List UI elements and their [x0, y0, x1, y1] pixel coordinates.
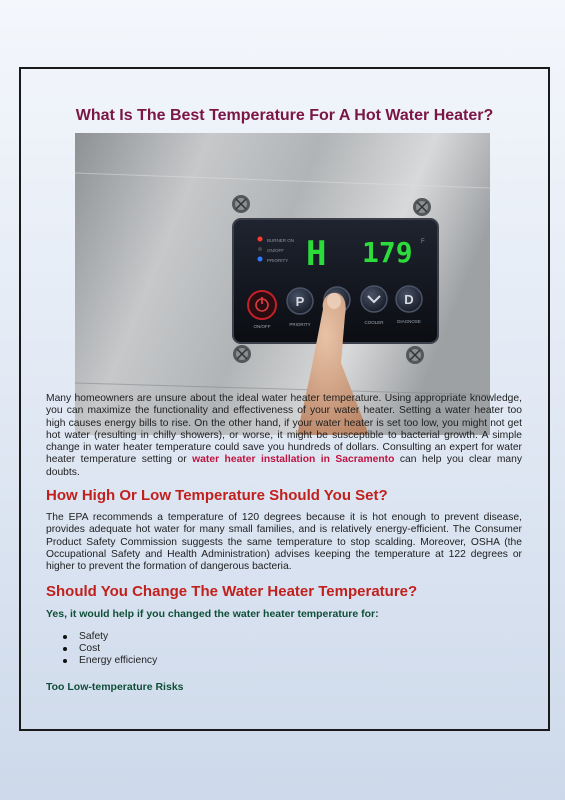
priority-button[interactable] — [287, 288, 313, 327]
indicator-label: PRIORITY — [267, 258, 289, 263]
list-item: Safety — [63, 631, 157, 643]
screw-icon — [406, 346, 424, 364]
svg-text:P: P — [295, 294, 305, 309]
content-frame — [19, 67, 550, 731]
display-mode: H — [306, 234, 327, 274]
page-title: What Is The Best Temperature For A Hot Water Heater? — [75, 107, 494, 124]
screw-icon — [232, 195, 250, 213]
reasons-subheading: Yes, it would help if you changed the water heater temperature for: — [46, 608, 379, 620]
svg-text:PRIORITY: PRIORITY — [289, 322, 311, 327]
display-temperature: 179 — [362, 236, 413, 269]
indicator-label: BURNER ON — [267, 238, 295, 243]
list-item: Energy efficiency — [63, 655, 157, 667]
list-item: Cost — [63, 643, 157, 655]
cooler-button[interactable] — [361, 286, 387, 325]
reasons-list — [63, 631, 157, 668]
display-unit: F — [421, 239, 425, 245]
installation-link[interactable]: water heater installation in Sacramento — [192, 454, 395, 466]
svg-text:ON/OFF: ON/OFF — [253, 324, 271, 329]
section-heading-temperature: How High Or Low Temperature Should You Set? — [46, 487, 388, 504]
risks-subheading: Too Low-temperature Risks — [46, 681, 184, 693]
svg-text:DIAGNOSE: DIAGNOSE — [397, 319, 421, 324]
water-heater-photo — [75, 133, 490, 435]
section-heading-change: Should You Change The Water Heater Temperature? — [46, 583, 418, 600]
indicator-label: ON/OFF — [267, 248, 284, 253]
temperature-paragraph: The EPA recommends a temperature of 120 degrees because it is hot enough to prevent disease, provides adequate hot water for many small families, and is relatively energy-efficient. The Consumer Product Safety Commission suggests the same temperature to stop scalding. Moreover, OSHA (the Occupational Safety and Health Administration) advises keeping the temperature at 122 degrees or higher to prevent the formation of dangerous bacteria. — [46, 512, 522, 573]
intro-paragraph: Many homeowners are unsure about the ideal water heater temperature. Using appropriate knowledge, you can maximize the functionality and effectiveness of your water heater. Setting a water heater too high causes energy bills to rise. On the other hand, if your water heater is set too low, you might not get hot water (resulting in chilly showers), or worse, it might be susceptible to bacterial growth. A simple change in water heater temperature could save you hundreds of dollars. Consulting an expert for water heater temperature setting or water heater installation in Sacramento can help you clear many doubts. — [46, 393, 523, 478]
diagnose-button[interactable] — [396, 286, 422, 324]
svg-text:D: D — [404, 292, 414, 307]
screw-icon — [233, 345, 251, 363]
svg-text:COOLER: COOLER — [364, 320, 384, 325]
screw-icon — [413, 198, 431, 216]
